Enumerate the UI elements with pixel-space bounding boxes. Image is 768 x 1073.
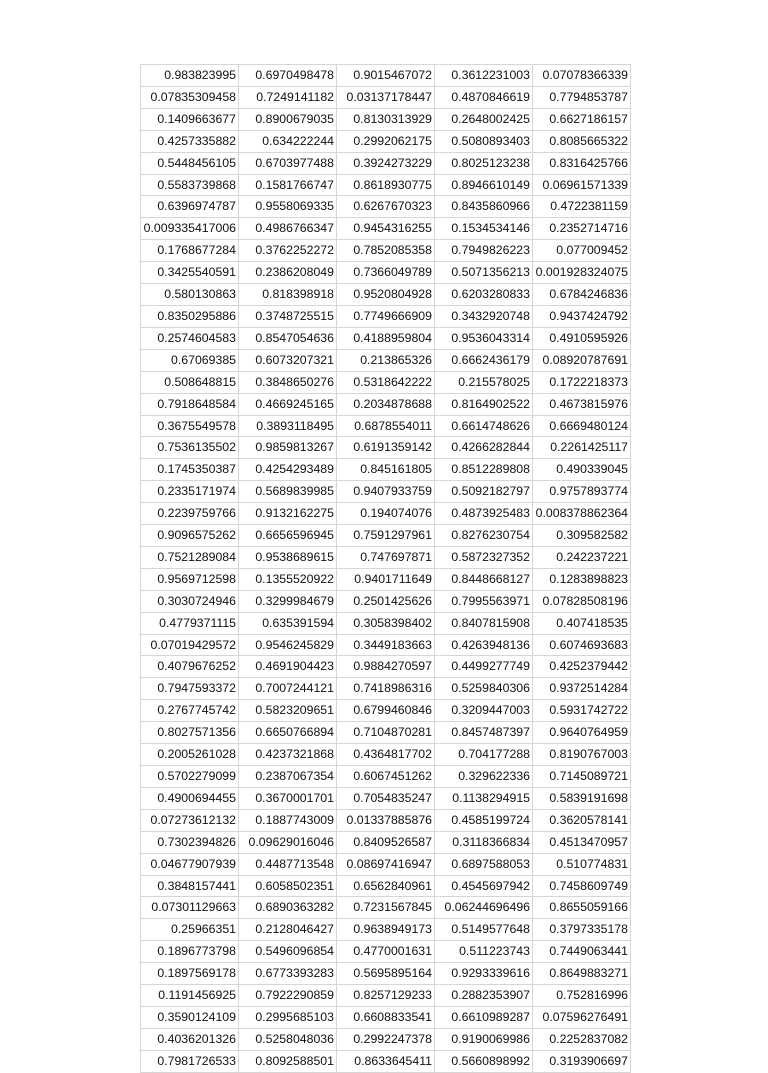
table-row <box>141 787 631 809</box>
table-cell[interactable]: 0.4870846619 <box>435 86 533 108</box>
table-cell[interactable]: 0.5092182797 <box>435 481 533 503</box>
table-cell[interactable]: 0.6890363282 <box>239 897 337 919</box>
table-cell[interactable]: 0.1896773798 <box>141 941 239 963</box>
table-cell[interactable]: 0.6610989287 <box>435 1006 533 1028</box>
table-row <box>141 86 631 108</box>
table-row <box>141 875 631 897</box>
table-cell[interactable]: 0.845161805 <box>337 459 435 481</box>
table-cell[interactable]: 0.242237221 <box>533 546 631 568</box>
table-cell[interactable]: 0.7918648584 <box>141 393 239 415</box>
table-cell[interactable]: 0.9546245829 <box>239 634 337 656</box>
table-cell[interactable]: 0.4364817702 <box>337 744 435 766</box>
table-cell[interactable]: 0.7054835247 <box>337 787 435 809</box>
table-cell[interactable]: 0.5872327352 <box>435 546 533 568</box>
table-cell[interactable]: 0.9015467072 <box>337 65 435 87</box>
table-row <box>141 1028 631 1050</box>
table-cell[interactable]: 0.2767745742 <box>141 700 239 722</box>
table-cell[interactable]: 0.2992062175 <box>337 130 435 152</box>
table-cell[interactable]: 0.5149577648 <box>435 919 533 941</box>
table-cell[interactable]: 0.3030724946 <box>141 590 239 612</box>
table-cell[interactable]: 0.6562840961 <box>337 875 435 897</box>
table-cell[interactable]: 0.6267670323 <box>337 196 435 218</box>
table-row <box>141 678 631 700</box>
table-cell[interactable]: 0.5448456105 <box>141 152 239 174</box>
table-cell[interactable]: 0.194074076 <box>337 503 435 525</box>
table-row <box>141 941 631 963</box>
table-cell[interactable]: 0.490339045 <box>533 459 631 481</box>
table-cell[interactable]: 0.1191456925 <box>141 985 239 1007</box>
table-cell[interactable]: 0.9538689615 <box>239 546 337 568</box>
table-cell[interactable]: 0.2128046427 <box>239 919 337 941</box>
table-row <box>141 985 631 1007</box>
table-cell[interactable]: 0.9569712598 <box>141 568 239 590</box>
table-cell[interactable]: 0.4900694455 <box>141 787 239 809</box>
table-cell[interactable]: 0.4910595926 <box>533 327 631 349</box>
table-cell[interactable]: 0.01337885876 <box>337 809 435 831</box>
table-cell[interactable]: 0.6203280833 <box>435 284 533 306</box>
table-cell[interactable]: 0.7852085358 <box>337 240 435 262</box>
table-row <box>141 963 631 985</box>
table-cell[interactable]: 0.4691904423 <box>239 656 337 678</box>
table-row <box>141 65 631 87</box>
table-cell[interactable]: 0.7007244121 <box>239 678 337 700</box>
table-cell[interactable]: 0.7947593372 <box>141 678 239 700</box>
table-cell[interactable]: 0.2239759766 <box>141 503 239 525</box>
table-cell[interactable]: 0.7249141182 <box>239 86 337 108</box>
table-row <box>141 196 631 218</box>
table-cell[interactable]: 0.983823995 <box>141 65 239 87</box>
table-cell[interactable]: 0.2501425626 <box>337 590 435 612</box>
table-cell[interactable]: 0.5258048036 <box>239 1028 337 1050</box>
table-cell[interactable]: 0.8655059166 <box>533 897 631 919</box>
table-row <box>141 568 631 590</box>
table-cell[interactable]: 0.5583739868 <box>141 174 239 196</box>
table-row <box>141 371 631 393</box>
table-row <box>141 349 631 371</box>
table-cell[interactable]: 0.1768677284 <box>141 240 239 262</box>
table-cell[interactable]: 0.3924273229 <box>337 152 435 174</box>
table-cell[interactable]: 0.7949826223 <box>435 240 533 262</box>
table-cell[interactable]: 0.3620578141 <box>533 809 631 831</box>
table-row <box>141 744 631 766</box>
table-cell[interactable]: 0.5689839985 <box>239 481 337 503</box>
table-cell[interactable]: 0.3209447003 <box>435 700 533 722</box>
table-cell[interactable]: 0.1581766747 <box>239 174 337 196</box>
table-cell[interactable]: 0.08920787691 <box>533 349 631 371</box>
table-cell[interactable]: 0.9536043314 <box>435 327 533 349</box>
table-row <box>141 634 631 656</box>
table-row <box>141 284 631 306</box>
table-cell[interactable]: 0.2335171974 <box>141 481 239 503</box>
table-row <box>141 590 631 612</box>
table-cell[interactable]: 0.4036201326 <box>141 1028 239 1050</box>
table-cell[interactable]: 0.7231567845 <box>337 897 435 919</box>
spreadsheet-body <box>141 65 631 1073</box>
table-cell[interactable]: 0.5931742722 <box>533 700 631 722</box>
table-cell[interactable]: 0.8164902522 <box>435 393 533 415</box>
table-cell[interactable]: 0.309582582 <box>533 525 631 547</box>
table-cell[interactable]: 0.8633645411 <box>337 1050 435 1072</box>
table-cell[interactable]: 0.5318642222 <box>337 371 435 393</box>
table-cell[interactable]: 0.6073207321 <box>239 349 337 371</box>
table-cell[interactable]: 0.7981726533 <box>141 1050 239 1072</box>
table-row <box>141 481 631 503</box>
table-cell[interactable]: 0.215578025 <box>435 371 533 393</box>
table-cell[interactable]: 0.4545697942 <box>435 875 533 897</box>
table-cell[interactable]: 0.3670001701 <box>239 787 337 809</box>
table-cell[interactable]: 0.3797335178 <box>533 919 631 941</box>
table-cell[interactable]: 0.6669480124 <box>533 415 631 437</box>
table-cell[interactable]: 0.635391594 <box>239 612 337 634</box>
table-cell[interactable]: 0.1722218373 <box>533 371 631 393</box>
table-cell[interactable]: 0.07596276491 <box>533 1006 631 1028</box>
table-cell[interactable]: 0.9757893774 <box>533 481 631 503</box>
table-cell[interactable]: 0.9640764959 <box>533 722 631 744</box>
table-cell[interactable]: 0.8435860966 <box>435 196 533 218</box>
table-row <box>141 766 631 788</box>
table-row <box>141 108 631 130</box>
table-cell[interactable]: 0.4779371115 <box>141 612 239 634</box>
table-cell[interactable]: 0.1897569178 <box>141 963 239 985</box>
table-cell[interactable]: 0.8649883271 <box>533 963 631 985</box>
table-cell[interactable]: 0.6784246836 <box>533 284 631 306</box>
table-cell[interactable]: 0.3848157441 <box>141 875 239 897</box>
table-cell[interactable]: 0.4188959804 <box>337 327 435 349</box>
table-row <box>141 218 631 240</box>
table-cell[interactable]: 0.2261425117 <box>533 437 631 459</box>
table-cell[interactable]: 0.5695895164 <box>337 963 435 985</box>
table-cell[interactable]: 0.4254293489 <box>239 459 337 481</box>
table-cell[interactable]: 0.67069385 <box>141 349 239 371</box>
table-cell[interactable]: 0.3058398402 <box>337 612 435 634</box>
table-cell[interactable]: 0.9638949173 <box>337 919 435 941</box>
table-cell[interactable]: 0.9558069335 <box>239 196 337 218</box>
spreadsheet-table <box>140 64 631 1073</box>
table-cell[interactable]: 0.7749666909 <box>337 305 435 327</box>
table-cell[interactable]: 0.5823209651 <box>239 700 337 722</box>
table-cell[interactable]: 0.07301129663 <box>141 897 239 919</box>
table-row <box>141 656 631 678</box>
table-row <box>141 700 631 722</box>
table-cell[interactable]: 0.634222244 <box>239 130 337 152</box>
table-cell[interactable]: 0.3425540591 <box>141 262 239 284</box>
table-cell[interactable]: 0.9454316255 <box>337 218 435 240</box>
table-cell[interactable]: 0.2882353907 <box>435 985 533 1007</box>
table-cell[interactable]: 0.510774831 <box>533 853 631 875</box>
table-cell[interactable]: 0.1745350387 <box>141 459 239 481</box>
table-row <box>141 853 631 875</box>
table-cell[interactable]: 0.511223743 <box>435 941 533 963</box>
table-cell[interactable]: 0.009335417006 <box>141 218 239 240</box>
table-cell[interactable]: 0.4079676252 <box>141 656 239 678</box>
table-cell[interactable]: 0.7536135502 <box>141 437 239 459</box>
table-cell[interactable]: 0.3118366834 <box>435 831 533 853</box>
table-cell[interactable]: 0.4669245165 <box>239 393 337 415</box>
table-row <box>141 240 631 262</box>
table-cell[interactable]: 0.8092588501 <box>239 1050 337 1072</box>
table-cell[interactable]: 0.4722381159 <box>533 196 631 218</box>
table-cell[interactable]: 0.07828508196 <box>533 590 631 612</box>
table-cell[interactable]: 0.7418986316 <box>337 678 435 700</box>
table-cell[interactable]: 0.2386208049 <box>239 262 337 284</box>
table-cell[interactable]: 0.2252837082 <box>533 1028 631 1050</box>
table-row <box>141 327 631 349</box>
table-cell[interactable]: 0.9372514284 <box>533 678 631 700</box>
table-cell[interactable]: 0.3762252272 <box>239 240 337 262</box>
table-cell[interactable]: 0.3590124109 <box>141 1006 239 1028</box>
table-cell[interactable]: 0.8409526587 <box>337 831 435 853</box>
table-cell[interactable]: 0.2992247378 <box>337 1028 435 1050</box>
table-row <box>141 897 631 919</box>
table-cell[interactable]: 0.2005261028 <box>141 744 239 766</box>
table-cell[interactable]: 0.5071356213 <box>435 262 533 284</box>
table-cell[interactable]: 0.7104870281 <box>337 722 435 744</box>
table-cell[interactable]: 0.8547054636 <box>239 327 337 349</box>
table-cell[interactable]: 0.8350295886 <box>141 305 239 327</box>
table-cell[interactable]: 0.2995685103 <box>239 1006 337 1028</box>
table-cell[interactable]: 0.3893118495 <box>239 415 337 437</box>
table-cell[interactable]: 0.07078366339 <box>533 65 631 87</box>
table-row <box>141 130 631 152</box>
table-cell[interactable]: 0.9293339616 <box>435 963 533 985</box>
table-cell[interactable]: 0.4986766347 <box>239 218 337 240</box>
table-cell[interactable]: 0.9401711649 <box>337 568 435 590</box>
table-cell[interactable]: 0.1534534146 <box>435 218 533 240</box>
table-cell[interactable]: 0.5080893403 <box>435 130 533 152</box>
table-row <box>141 809 631 831</box>
table-cell[interactable]: 0.4585199724 <box>435 809 533 831</box>
table-row <box>141 459 631 481</box>
table-cell[interactable]: 0.077009452 <box>533 240 631 262</box>
table-row <box>141 503 631 525</box>
table-cell[interactable]: 0.008378862364 <box>533 503 631 525</box>
table-cell[interactable]: 0.8257129233 <box>337 985 435 1007</box>
table-cell[interactable]: 0.6614748626 <box>435 415 533 437</box>
table-cell[interactable]: 0.508648815 <box>141 371 239 393</box>
table-cell[interactable]: 0.4873925483 <box>435 503 533 525</box>
table-cell[interactable]: 0.704177288 <box>435 744 533 766</box>
table-cell[interactable]: 0.6897588053 <box>435 853 533 875</box>
table-cell[interactable]: 0.6058502351 <box>239 875 337 897</box>
table-cell[interactable]: 0.5660898992 <box>435 1050 533 1072</box>
table-cell[interactable]: 0.6074693683 <box>533 634 631 656</box>
table-cell[interactable]: 0.2574604583 <box>141 327 239 349</box>
table-row <box>141 546 631 568</box>
table-cell[interactable]: 0.3675549578 <box>141 415 239 437</box>
table-cell[interactable]: 0.2352714716 <box>533 218 631 240</box>
table-cell[interactable]: 0.7145089721 <box>533 766 631 788</box>
table-cell[interactable]: 0.03137178447 <box>337 86 435 108</box>
table-cell[interactable]: 0.4263948136 <box>435 634 533 656</box>
table-cell[interactable]: 0.9884270597 <box>337 656 435 678</box>
table-cell[interactable]: 0.6067451262 <box>337 766 435 788</box>
table-cell[interactable]: 0.9407933759 <box>337 481 435 503</box>
table-cell[interactable]: 0.5259840306 <box>435 678 533 700</box>
table-cell[interactable]: 0.1887743009 <box>239 809 337 831</box>
table-cell[interactable]: 0.9859813267 <box>239 437 337 459</box>
table-row <box>141 1050 631 1072</box>
table-cell[interactable]: 0.2648002425 <box>435 108 533 130</box>
table-cell[interactable]: 0.6650766894 <box>239 722 337 744</box>
table-cell[interactable]: 0.4252379442 <box>533 656 631 678</box>
table-cell[interactable]: 0.001928324075 <box>533 262 631 284</box>
table-cell[interactable]: 0.6878554011 <box>337 415 435 437</box>
table-cell[interactable]: 0.3432920748 <box>435 305 533 327</box>
table-cell[interactable]: 0.2387067354 <box>239 766 337 788</box>
table-row <box>141 919 631 941</box>
table-cell[interactable]: 0.8190767003 <box>533 744 631 766</box>
table-cell[interactable]: 0.213865326 <box>337 349 435 371</box>
table-cell[interactable]: 0.8316425766 <box>533 152 631 174</box>
table-cell[interactable]: 0.04677907939 <box>141 853 239 875</box>
table-cell[interactable]: 0.6656596945 <box>239 525 337 547</box>
table-cell[interactable]: 0.9096575262 <box>141 525 239 547</box>
table-cell[interactable]: 0.5702279099 <box>141 766 239 788</box>
table-cell[interactable]: 0.8025123238 <box>435 152 533 174</box>
table-cell[interactable]: 0.6773393283 <box>239 963 337 985</box>
table-cell[interactable]: 0.6396974787 <box>141 196 239 218</box>
table-cell[interactable]: 0.4673815976 <box>533 393 631 415</box>
table-cell[interactable]: 0.8027571356 <box>141 722 239 744</box>
table-cell[interactable]: 0.6799460846 <box>337 700 435 722</box>
table-cell[interactable]: 0.8457487397 <box>435 722 533 744</box>
table-cell[interactable]: 0.329622336 <box>435 766 533 788</box>
table-cell[interactable]: 0.6608833541 <box>337 1006 435 1028</box>
table-cell[interactable]: 0.747697871 <box>337 546 435 568</box>
table-cell[interactable]: 0.7366049789 <box>337 262 435 284</box>
table-cell[interactable]: 0.1409663677 <box>141 108 239 130</box>
table-cell[interactable]: 0.9190069986 <box>435 1028 533 1050</box>
table-cell[interactable]: 0.07835309458 <box>141 86 239 108</box>
table-row <box>141 1006 631 1028</box>
table-cell[interactable]: 0.25966351 <box>141 919 239 941</box>
table-row <box>141 722 631 744</box>
table-row <box>141 437 631 459</box>
table-cell[interactable]: 0.3612231003 <box>435 65 533 87</box>
table-cell[interactable]: 0.5496096854 <box>239 941 337 963</box>
table-cell[interactable]: 0.8085665322 <box>533 130 631 152</box>
table-row <box>141 612 631 634</box>
table-cell[interactable]: 0.752816996 <box>533 985 631 1007</box>
table-cell[interactable]: 0.7995563971 <box>435 590 533 612</box>
table-cell[interactable]: 0.407418535 <box>533 612 631 634</box>
table-cell[interactable]: 0.9437424792 <box>533 305 631 327</box>
table-cell[interactable]: 0.1138294915 <box>435 787 533 809</box>
table-cell[interactable]: 0.07019429572 <box>141 634 239 656</box>
table-cell[interactable]: 0.4266282844 <box>435 437 533 459</box>
table-row <box>141 305 631 327</box>
table-cell[interactable]: 0.09629016046 <box>239 831 337 853</box>
table-cell[interactable]: 0.8448668127 <box>435 568 533 590</box>
table-row <box>141 393 631 415</box>
table-cell[interactable]: 0.1283898823 <box>533 568 631 590</box>
table-cell[interactable]: 0.3299984679 <box>239 590 337 612</box>
table-cell[interactable]: 0.8512289808 <box>435 459 533 481</box>
table-cell[interactable]: 0.06244696496 <box>435 897 533 919</box>
table-cell[interactable]: 0.4513470957 <box>533 831 631 853</box>
table-cell[interactable]: 0.7458609749 <box>533 875 631 897</box>
table-cell[interactable]: 0.08697416947 <box>337 853 435 875</box>
table-cell[interactable]: 0.2034878688 <box>337 393 435 415</box>
table-cell[interactable]: 0.7302394826 <box>141 831 239 853</box>
table-cell[interactable]: 0.3848650276 <box>239 371 337 393</box>
table-cell[interactable]: 0.6703977488 <box>239 152 337 174</box>
table-cell[interactable]: 0.4770001631 <box>337 941 435 963</box>
table-cell[interactable]: 0.1355520922 <box>239 568 337 590</box>
table-row <box>141 415 631 437</box>
table-cell[interactable]: 0.580130863 <box>141 284 239 306</box>
table-cell[interactable]: 0.3748725515 <box>239 305 337 327</box>
table-cell[interactable]: 0.4237321868 <box>239 744 337 766</box>
table-cell[interactable]: 0.6970498478 <box>239 65 337 87</box>
table-cell[interactable]: 0.8946610149 <box>435 174 533 196</box>
table-cell[interactable]: 0.7521289084 <box>141 546 239 568</box>
table-cell[interactable]: 0.7922290859 <box>239 985 337 1007</box>
table-cell[interactable]: 0.8276230754 <box>435 525 533 547</box>
table-row <box>141 831 631 853</box>
table-cell[interactable]: 0.8407815908 <box>435 612 533 634</box>
table-row <box>141 525 631 547</box>
table-cell[interactable]: 0.6191359142 <box>337 437 435 459</box>
table-cell[interactable]: 0.07273612132 <box>141 809 239 831</box>
table-cell[interactable]: 0.8900679035 <box>239 108 337 130</box>
table-cell[interactable]: 0.06961571339 <box>533 174 631 196</box>
table-cell[interactable]: 0.8130313929 <box>337 108 435 130</box>
table-cell[interactable]: 0.3449183663 <box>337 634 435 656</box>
table-cell[interactable]: 0.7591297961 <box>337 525 435 547</box>
table-cell[interactable]: 0.5839191698 <box>533 787 631 809</box>
table-row <box>141 174 631 196</box>
table-cell[interactable]: 0.6662436179 <box>435 349 533 371</box>
table-cell[interactable]: 0.9520804928 <box>337 284 435 306</box>
table-row <box>141 262 631 284</box>
table-cell[interactable]: 0.8618930775 <box>337 174 435 196</box>
table-cell[interactable]: 0.6627186157 <box>533 108 631 130</box>
table-cell[interactable]: 0.4487713548 <box>239 853 337 875</box>
table-cell[interactable]: 0.9132162275 <box>239 503 337 525</box>
table-row <box>141 152 631 174</box>
table-cell[interactable]: 0.7794853787 <box>533 86 631 108</box>
table-cell[interactable]: 0.4499277749 <box>435 656 533 678</box>
table-cell[interactable]: 0.7449063441 <box>533 941 631 963</box>
table-cell[interactable]: 0.4257335882 <box>141 130 239 152</box>
table-cell[interactable]: 0.818398918 <box>239 284 337 306</box>
table-cell[interactable]: 0.3193906697 <box>533 1050 631 1072</box>
